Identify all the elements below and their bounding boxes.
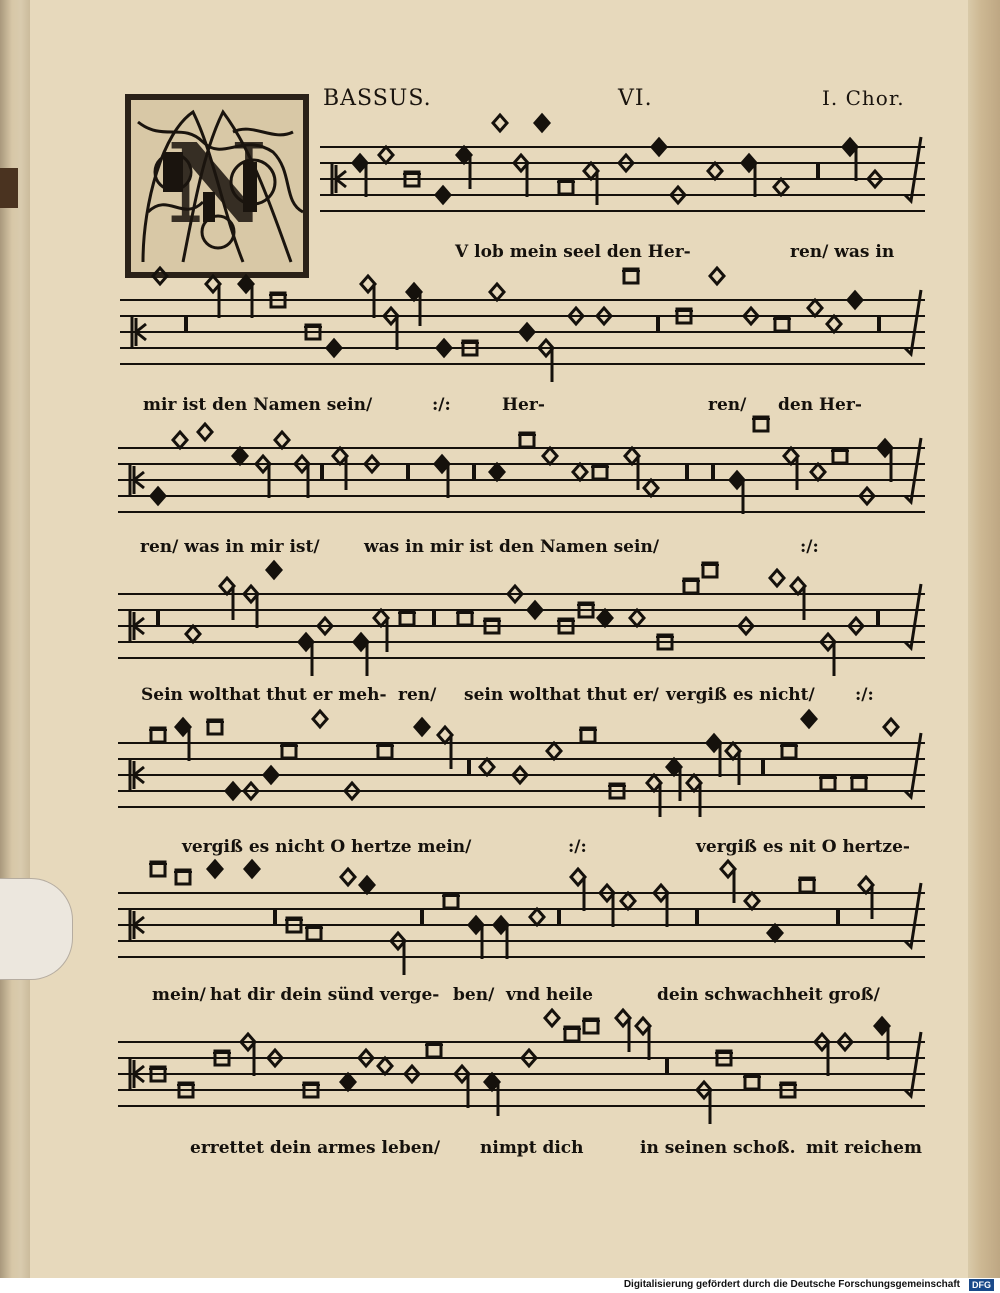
lyric-4-e: :/: — [855, 685, 874, 705]
note-diamond — [573, 464, 587, 480]
dfg-logo: DFG — [969, 1279, 994, 1291]
note-diamond — [267, 562, 281, 578]
lyric-5-c: vergiß es nit O hertze- — [696, 837, 910, 857]
lyric-3-b: was in mir ist den Namen sein/ — [364, 537, 660, 557]
note-diamond — [415, 719, 429, 735]
note-diamond — [808, 300, 822, 316]
lyric-5-b: :/: — [568, 837, 587, 857]
note-diamond — [245, 861, 259, 877]
note-diamond — [547, 743, 561, 759]
lyric-6-e: dein schwachheit groß/ — [657, 985, 880, 1005]
note-diamond — [652, 139, 666, 155]
note-diamond — [543, 448, 557, 464]
note-diamond — [490, 284, 504, 300]
lyric-3-c: :/: — [800, 537, 819, 557]
funding-credit: Digitalisierung gefördert durch die Deutsche Forschungsgemeinschaft — [623, 1279, 960, 1290]
note-diamond — [493, 115, 507, 131]
lyric-6-b: hat dir dein sünd verge- — [210, 985, 440, 1005]
note-diamond — [341, 1074, 355, 1090]
note-diamond — [770, 570, 784, 586]
note-diamond — [745, 893, 759, 909]
lyric-6-a: mein/ — [152, 985, 206, 1005]
note-diamond — [848, 292, 862, 308]
note-diamond — [811, 464, 825, 480]
note-diamond — [327, 340, 341, 356]
lyric-6-d: vnd heile — [506, 985, 593, 1005]
page-number: VI. — [618, 86, 653, 111]
note-diamond — [275, 432, 289, 448]
note-diamond — [436, 187, 450, 203]
note-diamond — [621, 893, 635, 909]
footer-bar — [0, 1278, 1000, 1293]
note-diamond — [535, 115, 549, 131]
note-diamond — [379, 147, 393, 163]
note-diamond — [208, 861, 222, 877]
note-diamond — [378, 1058, 392, 1074]
note-diamond — [774, 179, 788, 195]
lyric-4-b: ren/ — [398, 685, 437, 705]
note-diamond — [198, 424, 212, 440]
lyric-4-c: sein wolthat thut er/ — [464, 685, 659, 705]
note-diamond — [360, 877, 374, 893]
note-diamond — [520, 324, 534, 340]
lyric-2-c: Her- — [502, 395, 545, 415]
note-diamond — [708, 163, 722, 179]
lyric-7-b: nimpt dich — [480, 1138, 584, 1158]
note-diamond — [545, 1010, 559, 1026]
initial-letter: N — [166, 119, 268, 248]
note-diamond — [313, 711, 327, 727]
note-diamond — [802, 711, 816, 727]
note-diamond — [480, 759, 494, 775]
lyric-2-a: mir ist den Namen sein/ — [143, 395, 373, 415]
note-diamond — [151, 488, 165, 504]
lyric-7-a: errettet dein armes leben/ — [190, 1138, 441, 1158]
chorus-label: I. Chor. — [822, 86, 905, 110]
note-diamond — [768, 925, 782, 941]
note-diamond — [233, 448, 247, 464]
lyric-2-e: den Her- — [778, 395, 862, 415]
lyric-2-d: ren/ — [708, 395, 747, 415]
note-diamond — [341, 869, 355, 885]
note-diamond — [528, 602, 542, 618]
note-diamond — [153, 268, 167, 284]
lyric-3-a: ren/ was in mir ist/ — [140, 537, 320, 557]
note-diamond — [630, 610, 644, 626]
lyric-1-b: ren/ was in — [790, 242, 895, 262]
note-diamond — [186, 626, 200, 642]
note-diamond — [490, 464, 504, 480]
note-diamond — [710, 268, 724, 284]
note-diamond — [884, 719, 898, 735]
note-diamond — [530, 909, 544, 925]
note-diamond — [437, 340, 451, 356]
lyric-5-a: vergiß es nicht O hertze mein/ — [182, 837, 472, 857]
lyric-2-b: :/: — [432, 395, 451, 415]
lyric-7-c: in seinen schoß. — [640, 1138, 796, 1158]
part-name: BASSUS. — [323, 86, 432, 111]
note-diamond — [264, 767, 278, 783]
note-diamond — [644, 480, 658, 496]
note-diamond — [598, 610, 612, 626]
lyric-4-d: vergiß es nicht/ — [666, 685, 815, 705]
lyric-4-a: Sein wolthat thut er meh- — [141, 685, 387, 705]
lyric-6-c: ben/ — [453, 985, 495, 1005]
lyric-1-a: V lob mein seel den Her- — [455, 242, 691, 262]
note-diamond — [226, 783, 240, 799]
lyric-7-d: mit reichem — [806, 1138, 922, 1158]
note-diamond — [173, 432, 187, 448]
note-diamond — [827, 316, 841, 332]
